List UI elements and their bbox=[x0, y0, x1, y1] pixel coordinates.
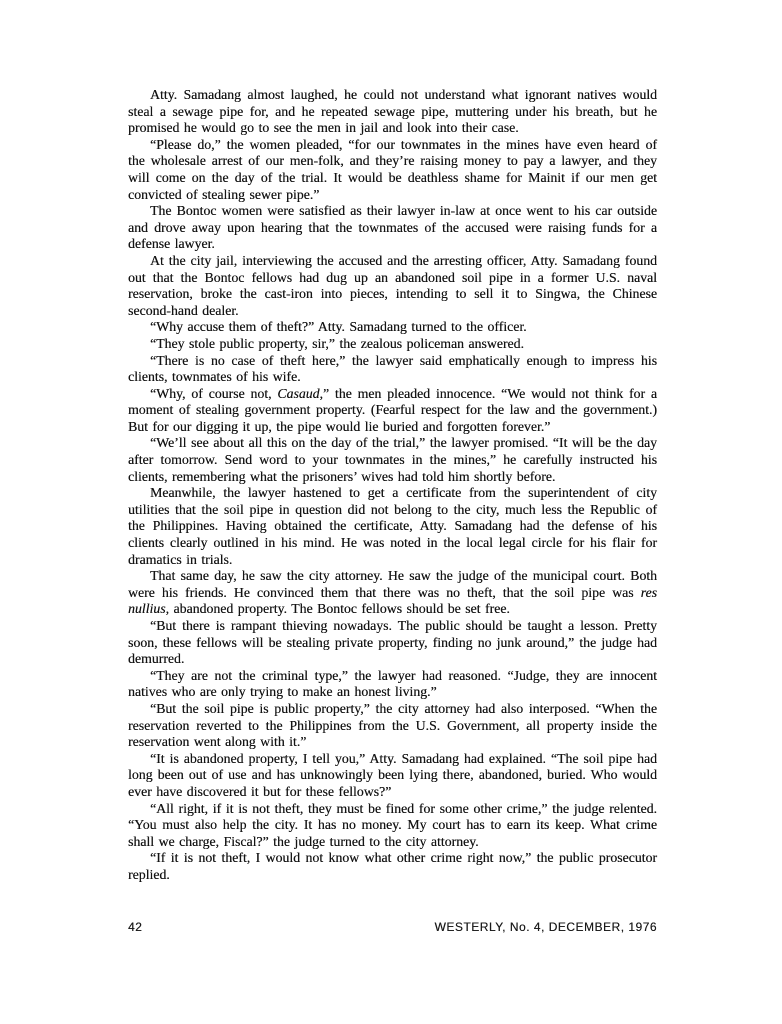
paragraph bbox=[128, 668, 657, 701]
paragraph bbox=[128, 801, 657, 851]
page-number: 42 bbox=[128, 920, 143, 934]
text-run: “If it is not theft, I would not know what other crime right now,” the public prosecutor replied. bbox=[128, 850, 657, 882]
paragraph bbox=[128, 751, 657, 801]
text-run: “They stole public property, sir,” the zealous policeman answered. bbox=[150, 335, 524, 351]
paragraph bbox=[128, 336, 657, 353]
text-run: Atty. Samadang almost laughed, he could not understand what ignorant natives would steal a sewage pipe for, and he repeated sewage pipe, muttering under his breath, but he promised he would go to see the men in jail and look into their case. bbox=[128, 87, 657, 136]
text-run: “But the soil pipe is public property,” the city attorney had also interposed. “When the reservation reverted to the Philippines from the U.S. Government, all property inside the reservation went along with it.” bbox=[128, 700, 657, 750]
text-run: That same day, he saw the city attorney. He saw the judge of the municipal court. Both were his friends. He convinced them that there was no theft, that the soil pipe was bbox=[128, 568, 657, 600]
text-run: At the city jail, interviewing the accused and the arresting officer, Atty. Samadang found out that the Bontoc fellows had dug up an abandoned soil pipe in a former U.S. naval reservation, broke the cast-iron into pieces, intending to sell it to Singwa, the Chinese second-hand dealer. bbox=[128, 252, 657, 318]
text-run: “Please do,” the women pleaded, “for our townmates in the mines have even heard of the wholesale arrest of our men-folk, and they’re raising money to pay a lawyer, and they will come on the day of the trial. It would be deathless shame for Mainit if our men get convicted of stealing sewer pipe.” bbox=[128, 136, 657, 202]
text-run: “All right, if it is not theft, they must be fined for some other crime,” the judge relented. “You must also help the city. It has no money. My court has to earn its keep. What crime shall we charge, Fiscal?” the judge turned to the city attorney. bbox=[128, 800, 657, 849]
text-run: “But there is rampant thieving nowadays. The public should be taught a lesson. Pretty soon, these fellows will be stealing private property, finding no junk around,” the judge had demurred. bbox=[128, 618, 657, 667]
text-run: “There is no case of theft here,” the lawyer said emphatically enough to impress his clients, townmates of his wife. bbox=[128, 352, 657, 385]
text-run: “They are not the criminal type,” the lawyer had reasoned. “Judge, they are innocent natives who are only trying to make an honest living.” bbox=[128, 667, 657, 700]
paragraph bbox=[128, 485, 657, 568]
paragraph bbox=[128, 203, 657, 253]
paragraph bbox=[128, 386, 657, 436]
paragraph bbox=[128, 87, 657, 137]
journal-citation: WESTERLY, No. 4, DECEMBER, 1976 bbox=[434, 920, 657, 934]
paragraph bbox=[128, 137, 657, 203]
text-run: , abandoned property. The Bontoc fellows should be set free. bbox=[165, 601, 510, 617]
paragraph bbox=[128, 253, 657, 319]
text-run: ,” the men pleaded innocence. “We would not think for a moment of stealing government property. (Fearful respect for the law and the government.) But for our digging it up, the pipe would lie buried and forgotten forever.” bbox=[128, 385, 657, 434]
page-footer bbox=[128, 920, 657, 934]
text-run: The Bontoc women were satisfied as their lawyer in-law at once went to his car outside and drove away upon hearing that the townmates of the accused were raising funds for a defense lawyer. bbox=[128, 203, 657, 252]
text-run: “We’ll see about all this on the day of the trial,” the lawyer promised. “It will be the day after tomorrow. Send word to your townmates in the mines,” he carefully instructed his clients, remembering what the prisoners’ wives had told him shortly before. bbox=[128, 435, 657, 484]
paragraph bbox=[128, 701, 657, 751]
paragraph bbox=[128, 850, 657, 883]
text-run: “Why, of course not, bbox=[150, 385, 278, 401]
story-text-block bbox=[128, 87, 657, 884]
text-run: “It is abandoned property, I tell you,” Atty. Samadang had explained. “The soil pipe had long been out of use and has unknowingly been lying there, abandoned, buried. Who would ever have discovered it but for these fellows?” bbox=[128, 750, 657, 799]
paragraph bbox=[128, 568, 657, 618]
text-run: Meanwhile, the lawyer hastened to get a certificate from the superintendent of city utilities that the soil pipe in question did not belong to the city, much less the Republic of the Philippines. Having obtained the certificate, Atty. Samadang had the defense of his clients clearly outlined in his mind. He was noted in the local legal circle for his flair for dramatics in trials. bbox=[128, 485, 657, 567]
italic-phrase: res nullius bbox=[128, 584, 657, 617]
text-run: “Why accuse them of theft?” Atty. Samadang turned to the officer. bbox=[150, 319, 527, 335]
paragraph bbox=[128, 319, 657, 336]
paragraph bbox=[128, 353, 657, 386]
italic-phrase: Casaud bbox=[277, 385, 320, 401]
paragraph bbox=[128, 618, 657, 668]
paragraph bbox=[128, 435, 657, 485]
